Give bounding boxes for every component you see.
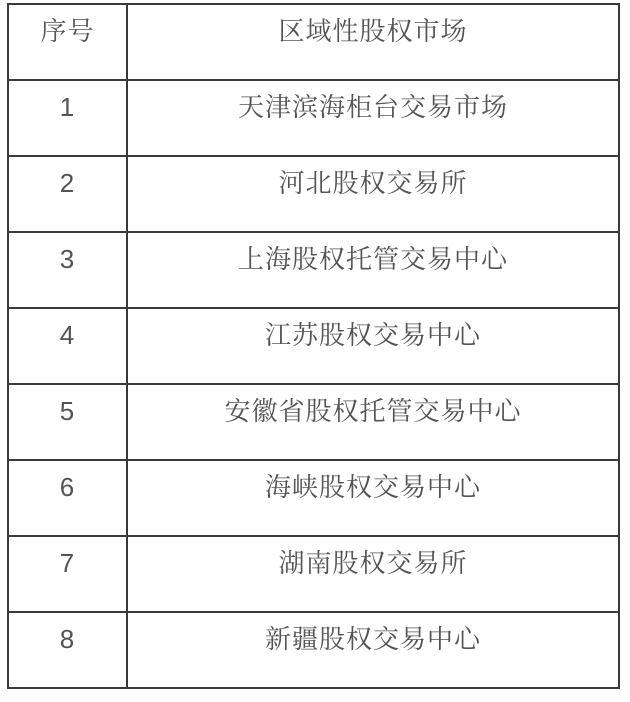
table-row bbox=[8, 232, 619, 308]
table-row bbox=[8, 80, 619, 156]
row-index-cell: 6 bbox=[8, 460, 127, 536]
market-name-cell: 湖南股权交易所 bbox=[127, 536, 619, 612]
market-name-cell: 新疆股权交易中心 bbox=[127, 612, 619, 688]
row-index-cell: 8 bbox=[8, 612, 127, 688]
table-row bbox=[8, 536, 619, 612]
header-row bbox=[8, 4, 619, 80]
table-row bbox=[8, 612, 619, 688]
header-cell-index: 序号 bbox=[8, 4, 127, 80]
row-index-cell: 2 bbox=[8, 156, 127, 232]
page bbox=[0, 3, 630, 702]
row-index-cell: 3 bbox=[8, 232, 127, 308]
table-row bbox=[8, 156, 619, 232]
row-index-cell: 1 bbox=[8, 80, 127, 156]
market-name-cell: 天津滨海柜台交易市场 bbox=[127, 80, 619, 156]
market-name-cell: 海峡股权交易中心 bbox=[127, 460, 619, 536]
header-cell-market: 区域性股权市场 bbox=[127, 4, 619, 80]
market-name-cell: 安徽省股权托管交易中心 bbox=[127, 384, 619, 460]
table-body bbox=[8, 80, 619, 688]
regional-equity-markets-table bbox=[7, 3, 620, 689]
table-row bbox=[8, 308, 619, 384]
row-index-cell: 7 bbox=[8, 536, 127, 612]
market-name-cell: 河北股权交易所 bbox=[127, 156, 619, 232]
market-name-cell: 上海股权托管交易中心 bbox=[127, 232, 619, 308]
market-name-cell: 江苏股权交易中心 bbox=[127, 308, 619, 384]
row-index-cell: 5 bbox=[8, 384, 127, 460]
row-index-cell: 4 bbox=[8, 308, 127, 384]
table-row bbox=[8, 460, 619, 536]
table-row bbox=[8, 384, 619, 460]
